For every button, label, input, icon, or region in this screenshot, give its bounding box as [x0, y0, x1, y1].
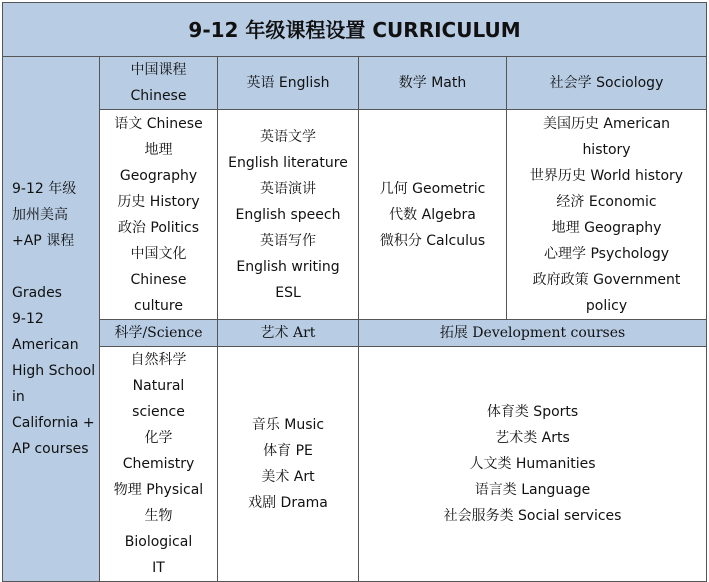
course-item: 体育 PE [263, 443, 313, 459]
header-science: 科学/Science [100, 320, 218, 347]
sociology-courses [507, 110, 707, 320]
course-item: 社会服务类 Social services [443, 508, 622, 524]
course-item: culture [134, 297, 183, 314]
course-item: ESL [275, 284, 301, 301]
course-item: 音乐 Music [251, 417, 325, 433]
course-item: history [582, 141, 631, 158]
sidebar-line: 9-12 [12, 311, 44, 327]
course-item: 戏剧 Drama [248, 495, 328, 511]
course-item: policy [585, 297, 628, 314]
header-line: 中国课程 [130, 62, 187, 78]
curriculum-table [2, 2, 707, 582]
course-item: 心理学 Psychology [544, 245, 670, 262]
course-item: 体育类 Sports [486, 404, 579, 420]
course-item: 几何 Geometric [379, 180, 486, 197]
sidebar-line: in [12, 389, 25, 405]
course-item: science [132, 404, 185, 420]
course-item: IT [152, 560, 165, 576]
course-item: Chemistry [122, 456, 195, 472]
course-item: 地理 Geography [551, 219, 662, 236]
header-art: 艺术 Art [218, 320, 359, 347]
course-item: 政府政策 Government [532, 271, 681, 288]
sidebar-line: American [12, 337, 79, 353]
course-item: 美国历史 American [542, 115, 671, 132]
course-item: Biological [124, 534, 193, 550]
course-item: 自然科学 [130, 352, 187, 368]
art-courses [218, 347, 359, 582]
course-item: Natural [132, 378, 185, 394]
science-courses [100, 347, 218, 582]
sidebar-line: +AP 课程 [12, 233, 75, 249]
course-item: 语文 Chinese [114, 115, 203, 132]
header-chinese [100, 57, 218, 110]
course-item: 英语写作 [260, 232, 316, 249]
course-item: 代数 Algebra [389, 206, 476, 223]
sidebar-line: Grades [12, 285, 62, 301]
header-math: 数学 Math [359, 57, 507, 110]
course-item: 艺术类 Arts [495, 430, 570, 446]
course-item: 地理 [144, 141, 173, 158]
course-item: 政治 Politics [117, 219, 200, 236]
course-item: Chinese [130, 271, 187, 288]
course-item: 经济 Economic [556, 193, 657, 210]
course-item: 微积分 Calculus [379, 232, 486, 249]
header-development: 拓展 Development courses [359, 320, 707, 347]
course-item: English speech [235, 206, 341, 223]
course-item: 生物 [144, 508, 173, 524]
header-sociology: 社会学 Sociology [507, 57, 707, 110]
course-item: 美术 Art [261, 469, 315, 485]
sidebar-line: AP courses [12, 441, 89, 457]
sidebar-line: 加州美高 [12, 207, 68, 223]
course-item: English literature [228, 154, 348, 171]
course-item: 语言类 Language [474, 482, 591, 498]
chinese-courses [100, 110, 218, 320]
sidebar-line: High School [12, 363, 96, 379]
course-item: 人文类 Humanities [469, 456, 596, 472]
grade-sidebar [3, 57, 100, 582]
course-item: 物理 Physical [113, 482, 204, 498]
course-item: Geography [119, 167, 198, 184]
page-title: 9-12 年级课程设置 CURRICULUM [3, 3, 707, 57]
course-item: 化学 [144, 430, 173, 446]
course-item: 英语文学 [260, 128, 316, 145]
sidebar-line: 9-12 年级 [12, 181, 77, 197]
header-english: 英语 English [218, 57, 359, 110]
course-item: 中国文化 [130, 245, 187, 262]
course-item: 历史 History [117, 193, 200, 210]
development-courses [359, 347, 707, 582]
sidebar-line: California + [12, 415, 95, 431]
course-item: 英语演讲 [260, 180, 316, 197]
header-line: Chinese [130, 88, 187, 104]
math-courses [359, 110, 507, 320]
english-courses [218, 110, 359, 320]
sidebar-spacer [12, 254, 97, 280]
course-item: English writing [236, 258, 340, 275]
course-item: 世界历史 World history [529, 167, 684, 184]
